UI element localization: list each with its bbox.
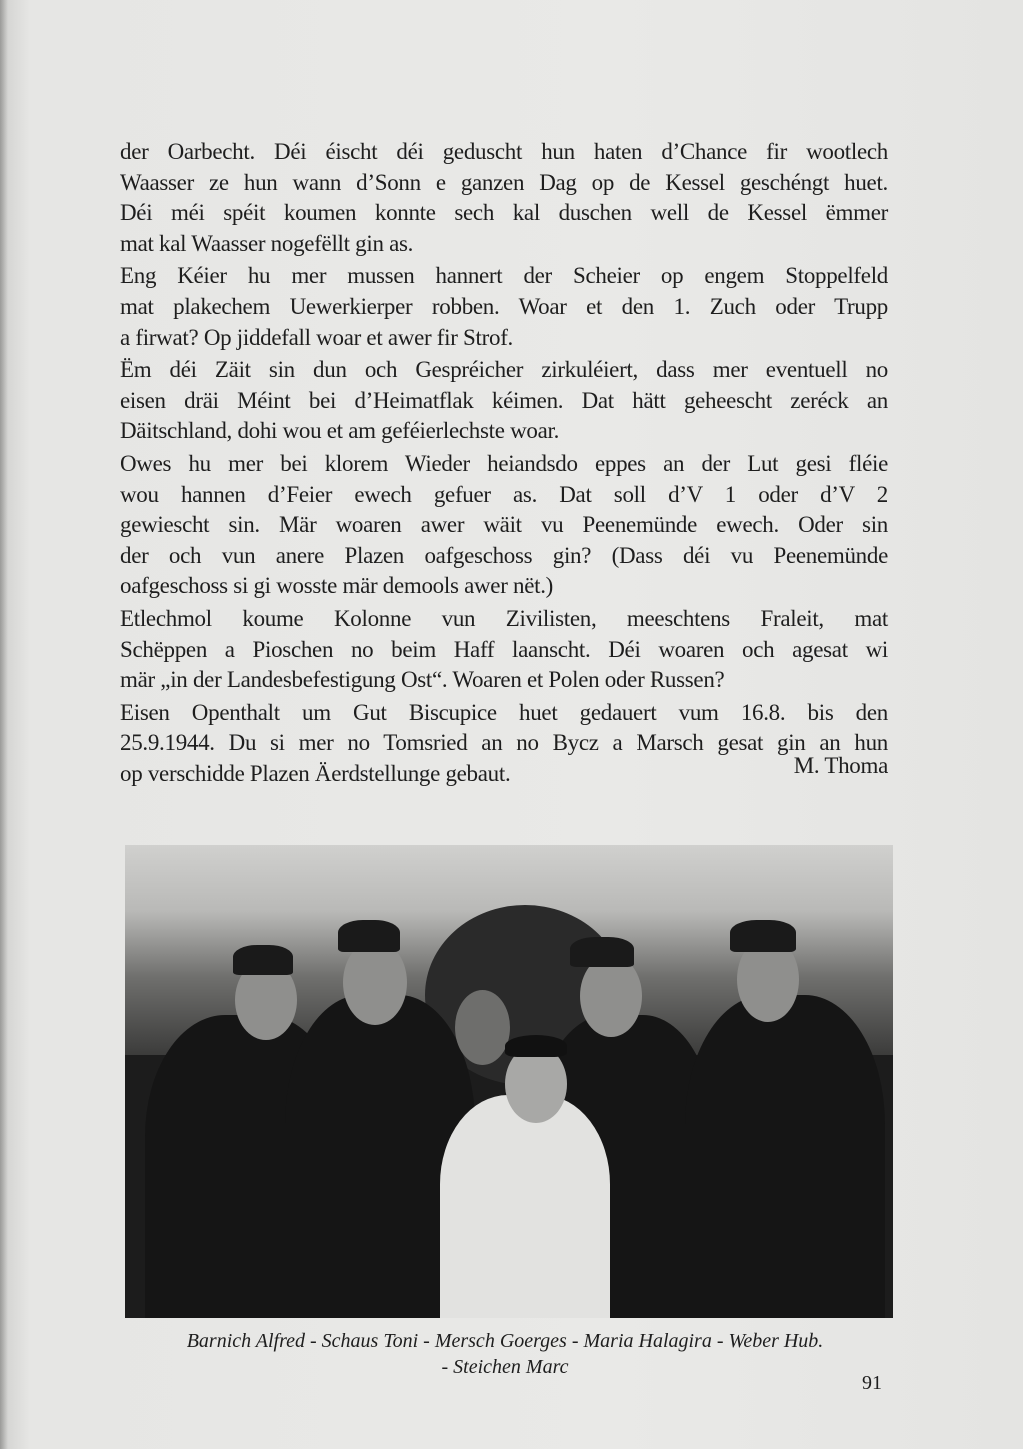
text-line: mat plakechem Uewerkierper robben. Woar et den 1. Zuch oder Trupp [120, 293, 888, 319]
caption-line-1: Barnich Alfred - Schaus Toni - Mersch Goerges - Maria Halagira - Weber Hub. [186, 1330, 824, 1352]
text-line: 25.9.1944. Du si mer no Tomsried an no Bycz a Marsch gesat gin an hun [120, 730, 888, 756]
text-line: Däitschland, dohi wou et am geféierlechste woar. [120, 418, 560, 444]
text-line: op verschidde Plazen Äerdstellunge gebaut. [120, 760, 511, 786]
text-line: Schëppen a Pioschen no beim Haff laanscht. Déi woaren och agesat wi [120, 636, 888, 662]
text-line: a firwat? Op jiddefall woar et awer fir Strof. [120, 324, 514, 350]
page-number: 91 [862, 1372, 882, 1394]
text-line: Waasser ze hun wann d’Sonn e ganzen Dag op de Kessel geschéngt huet. [120, 169, 888, 195]
paragraph [120, 355, 888, 447]
text-line: Eng Kéier hu mer mussen hannert der Scheier op engem Stoppelfeld [120, 263, 888, 289]
text-line: mär „in der Landesbefestigung Ost“. Woaren et Polen oder Russen? [120, 667, 725, 693]
caption-line-2: - Steichen Marc [441, 1356, 569, 1378]
paragraph [120, 137, 888, 259]
text-line: Owes hu mer bei klorem Wieder heiandsdo eppes an der Lut gesi fléie [120, 450, 888, 476]
text-line: gewiescht sin. Mär woaren awer wäit vu Peenemünde ewech. Oder sin [120, 512, 888, 538]
text-line: eisen dräi Méint bei d’Heimatflak kéimen. Dat hätt geheescht zeréck an [120, 387, 888, 413]
paragraph [120, 604, 888, 696]
text-line: Etlechmol koume Kolonne vun Zivilisten, meeschtens Fraleit, mat [120, 605, 888, 631]
text-line: Déi méi spéit koumen konnte sech kal duschen well de Kessel ëmmer [120, 200, 888, 226]
paragraph [120, 698, 888, 790]
text-line: der och vun anere Plazen oafgeschoss gin? (Dass déi vu Peenemünde [120, 542, 888, 568]
photo-caption [110, 1328, 900, 1380]
final-line-with-author [120, 752, 888, 790]
article-text [120, 137, 888, 791]
paragraph [120, 261, 888, 353]
text-line: Eisen Openthalt um Gut Biscupice huet gedauert vum 16.8. bis den [120, 699, 888, 725]
author-signature: M. Thoma [793, 752, 888, 778]
text-line: wou hannen d’Feier ewech gefuer as. Dat soll d’V 1 oder d’V 2 [120, 481, 888, 507]
paragraph [120, 449, 888, 602]
group-photo [125, 845, 893, 1318]
text-line: der Oarbecht. Déi éischt déi geduscht hun haten d’Chance fir wootlech [120, 139, 888, 164]
text-line: Ëm déi Zäit sin dun och Gespréicher zirkuléiert, dass mer eventuell no [120, 357, 888, 383]
text-line: mat kal Waasser nogefëllt gin as. [120, 230, 414, 256]
text-line: oafgeschoss si gi wosste mär demools awer nët.) [120, 573, 554, 599]
